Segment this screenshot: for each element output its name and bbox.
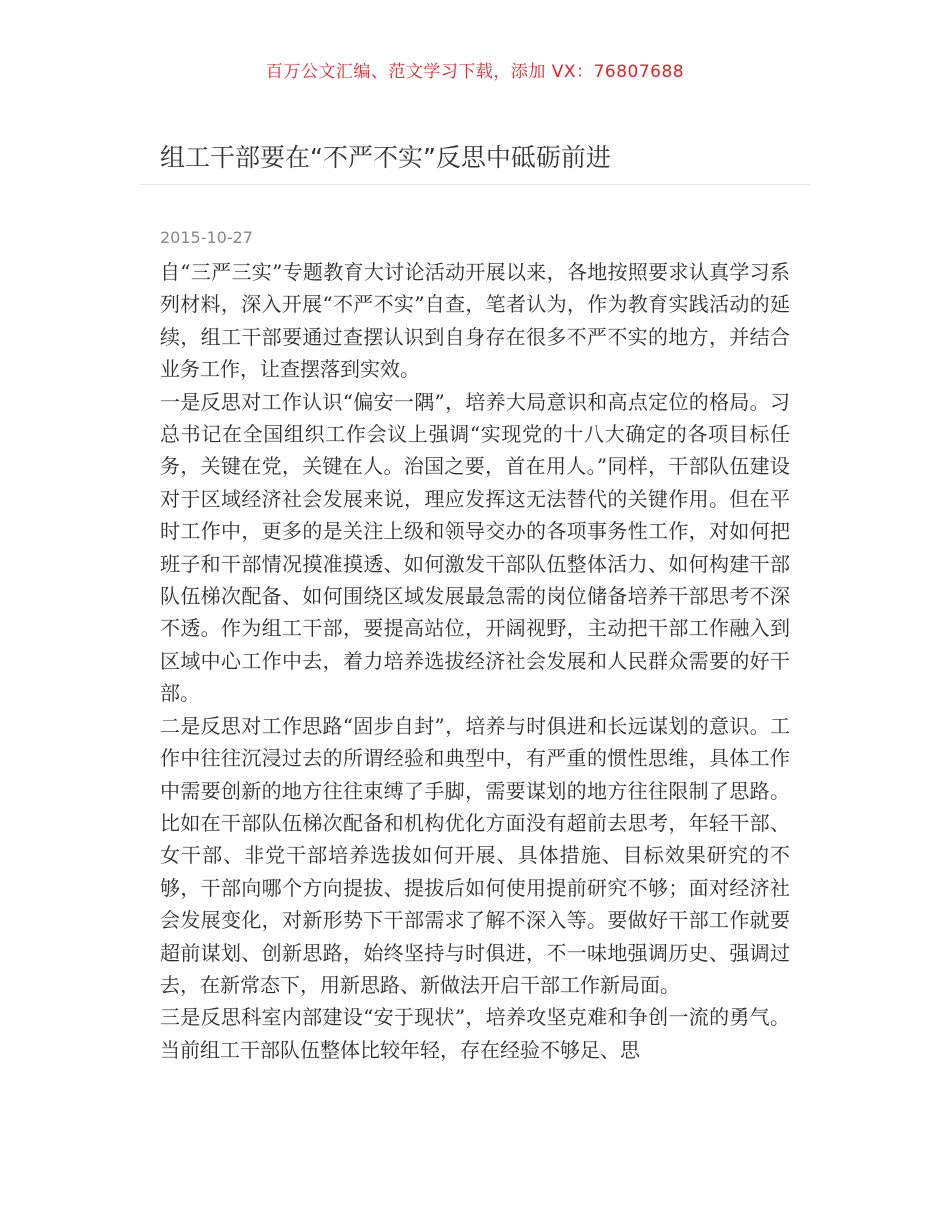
article-title: 组工干部要在“不严不实”反思中砥砺前进 xyxy=(160,143,611,172)
paragraph-point-three: 三是反思科室内部建设“安于现状”，培养攻坚克难和争创一流的勇气。当前组工干部队伍整体比较年轻，存在经验不够足、思 xyxy=(160,1005,790,1062)
promo-banner: 百万公文汇编、范文学习下载，添加 VX：76807688 xyxy=(265,62,685,82)
publish-date: 2015-10-27 xyxy=(160,228,253,247)
paragraph-intro: 自“三严三实”专题教育大讨论活动开展以来，各地按照要求认真学习系列材料，深入开展“不严不实”自查，笔者认为，作为教育实践活动的延续，组工干部要通过查摆认识到自身存在很多不严不实的地方，并结合业务工作，让查摆落到实效。 xyxy=(160,260,790,382)
paragraph-point-one: 一是反思对工作认识“偏安一隅”，培养大局意识和高点定位的格局。习总书记在全国组织工作会议上强调“实现党的十八大确定的各项目标任务，关键在党，关键在人。治国之要，首在用人。”同样，干部队伍建设对于区域经济社会发展来说，理应发挥这无法替代的关键作用。但在平时工作中，更多的是关注上级和领导交办的各项事务性工作，对如何把班子和干部情况摸准摸透、如何激发干部队伍整体活力、如何构建干部队伍梯次配备、如何围绕区域发展最急需的岗位储备培养干部思考不深不透。作为组工干部，要提高站位，开阔视野，主动把干部工作融入到区域中心工作中去，着力培养选拔经济社会发展和人民群众需要的好干部。 xyxy=(160,389,790,706)
title-divider xyxy=(140,184,810,185)
paragraph-point-two: 二是反思对工作思路“固步自封”，培养与时俱进和长远谋划的意识。工作中往往沉浸过去的所谓经验和典型中，有严重的惯性思维，具体工作中需要创新的地方往往束缚了手脚，需要谋划的地方往往限制了思路。比如在干部队伍梯次配备和机构优化方面没有超前去思考，年轻干部、女干部、非党干部培养选拔如何开展、具体措施、目标效果研究的不够，干部向哪个方向提拔、提拔后如何使用提前研究不够；面对经济社会发展变化，对新形势下干部需求了解不深入等。要做好干部工作就要超前谋划、创新思路，始终坚持与时俱进，不一味地强调历史、强调过去，在新常态下，用新思路、新做法开启干部工作新局面。 xyxy=(160,713,790,997)
article-body xyxy=(160,256,790,1066)
